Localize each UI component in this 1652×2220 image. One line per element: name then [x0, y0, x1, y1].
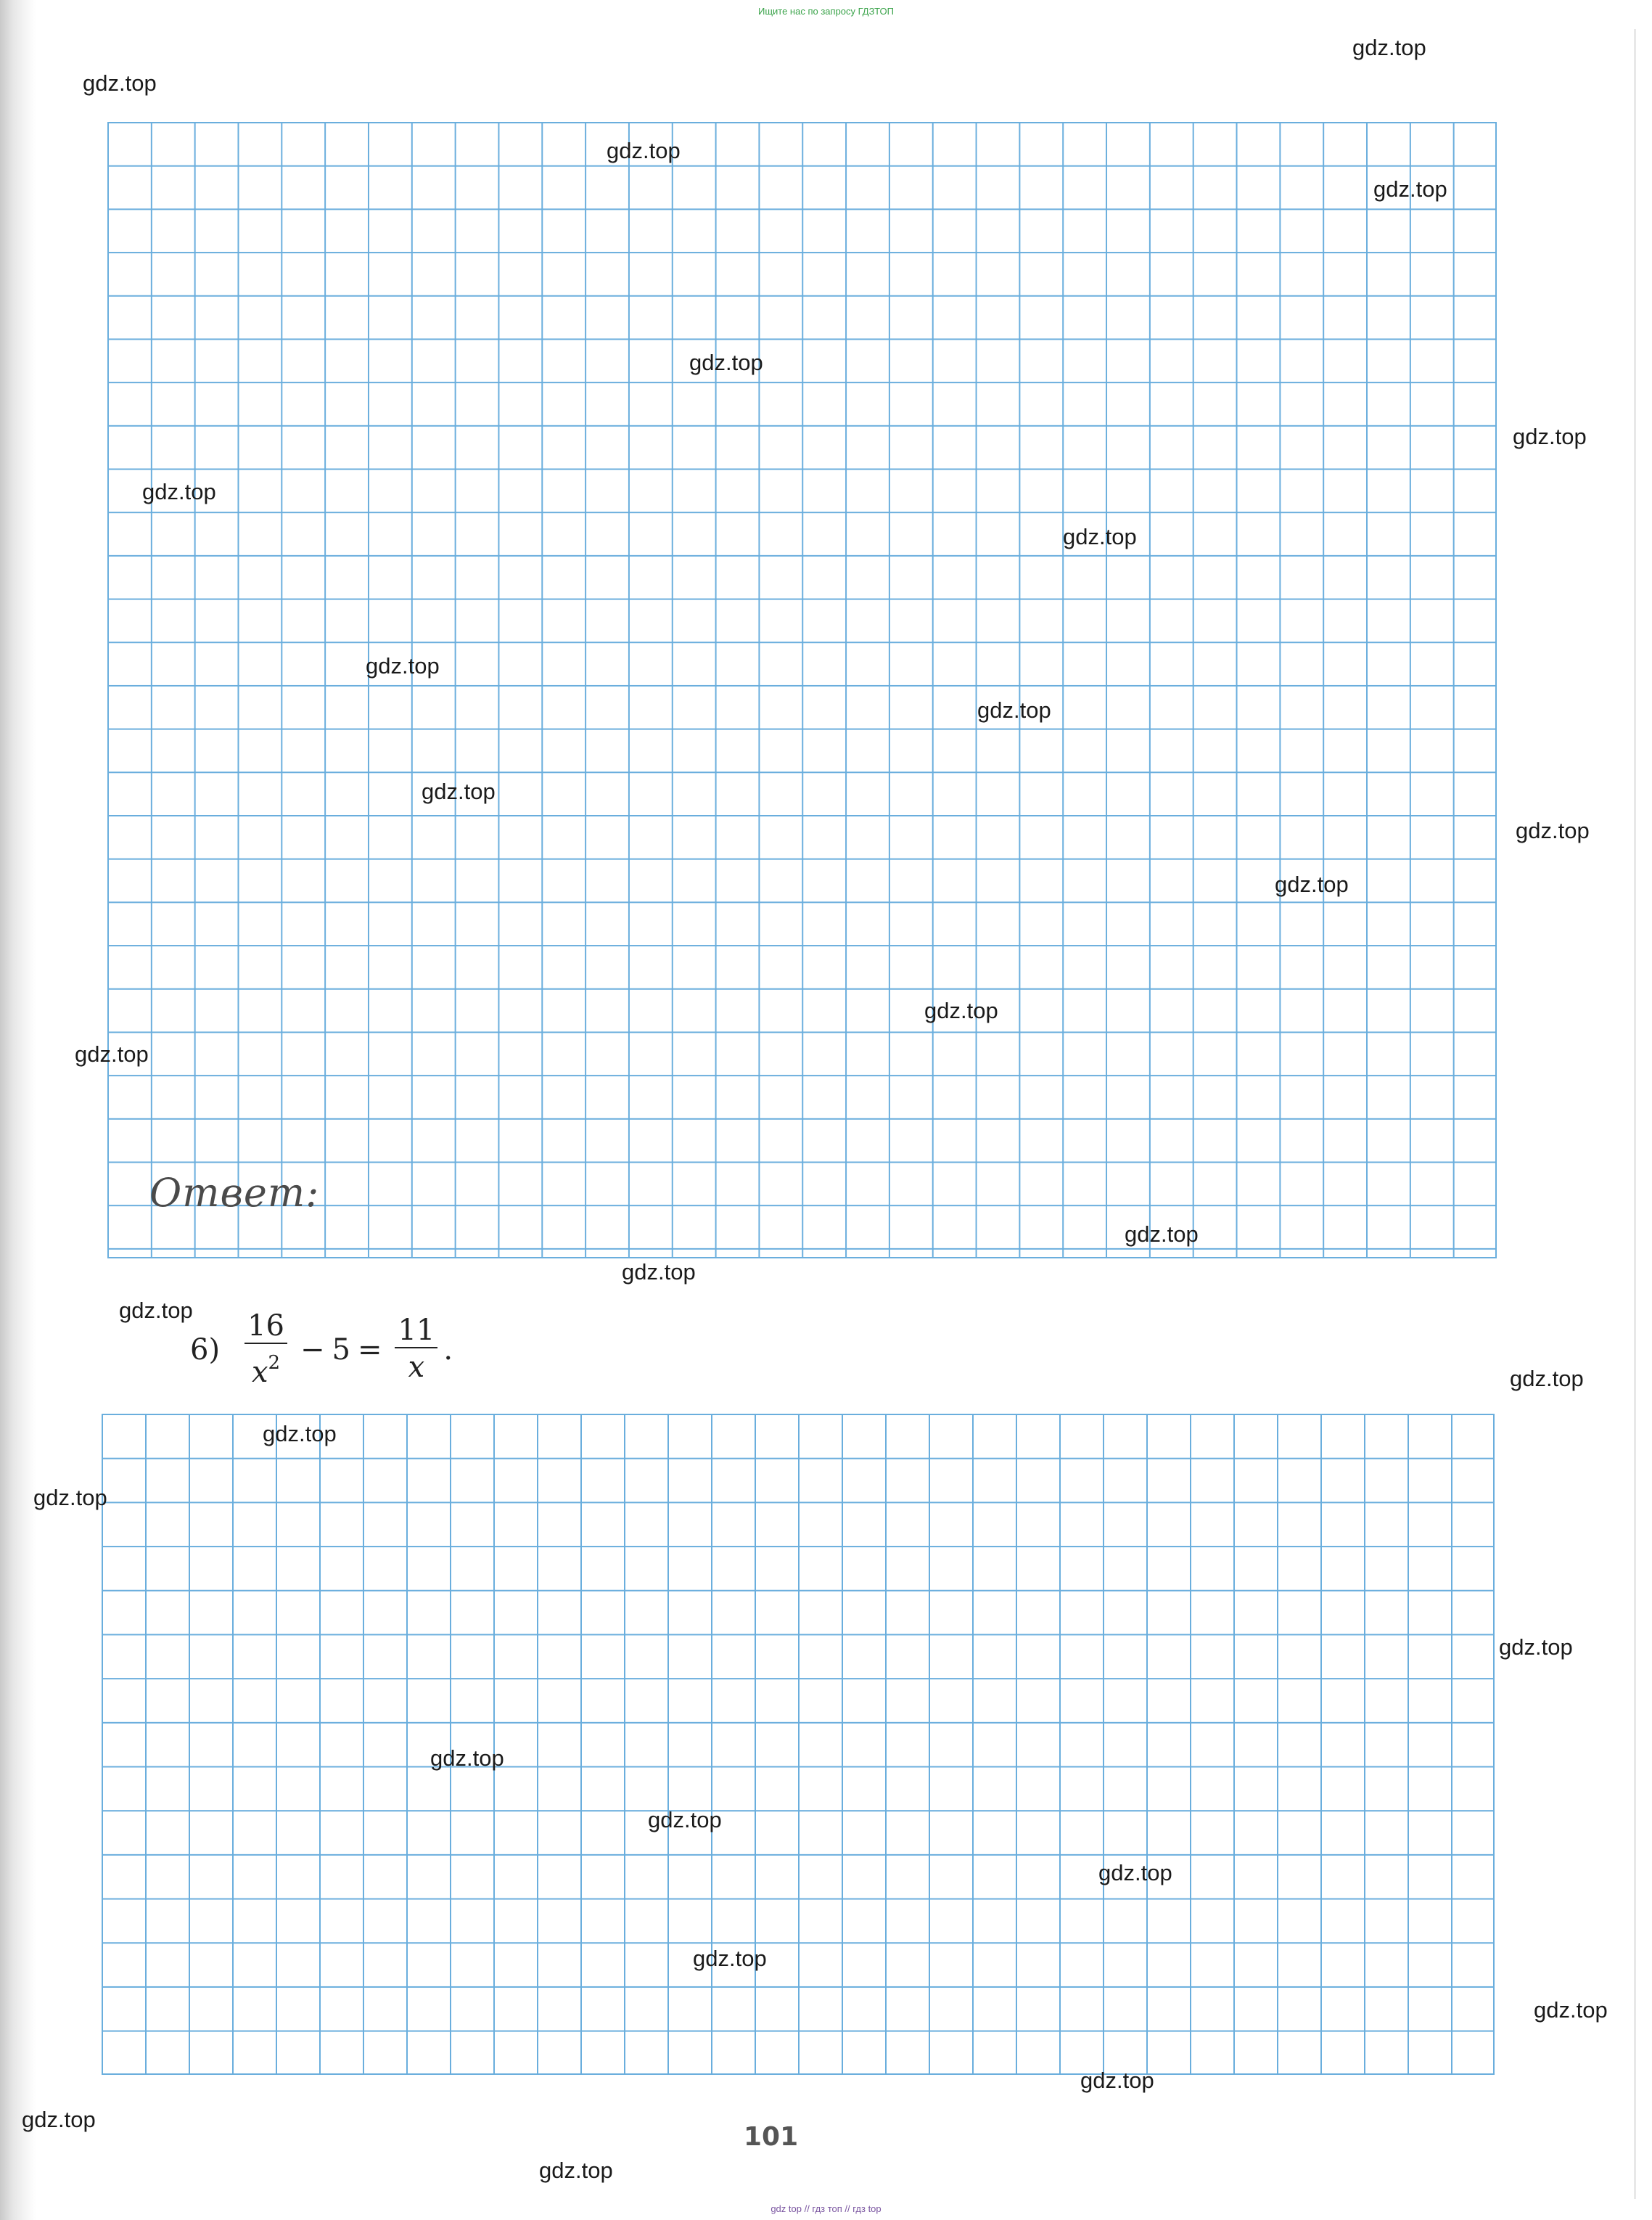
denominator-exponent: 2: [268, 1351, 281, 1374]
watermark: gdz.top: [1534, 1997, 1608, 2023]
watermark: gdz.top: [977, 697, 1051, 723]
fraction-denominator: [249, 1344, 283, 1391]
answer-grid-top: [107, 122, 1497, 1258]
fraction-11-over-x: [395, 1314, 437, 1386]
top-banner: Ищите нас по запросу ГДЗТОП: [757, 6, 894, 17]
watermark: gdz.top: [1373, 176, 1447, 202]
page-binding-shadow: [0, 0, 36, 2220]
page-right-edge: [1634, 29, 1636, 2199]
watermark: gdz.top: [75, 1041, 149, 1067]
watermark: gdz.top: [366, 653, 440, 679]
page-number: 101: [744, 2122, 799, 2152]
watermark: gdz.top: [142, 479, 216, 504]
watermark: gdz.top: [1499, 1634, 1573, 1660]
watermark: gdz.top: [1516, 818, 1590, 843]
watermark: gdz.top: [1098, 1860, 1172, 1885]
bottom-banner: gdz top // гдз топ // гдз top: [770, 2203, 882, 2214]
watermark: gdz.top: [33, 1485, 107, 1510]
watermark: gdz.top: [263, 1421, 337, 1446]
watermark: gdz.top: [693, 1946, 767, 1971]
denominator-base: x: [251, 1355, 268, 1389]
watermark: gdz.top: [622, 1259, 696, 1285]
task-number: 6): [190, 1333, 221, 1367]
watermark: gdz.top: [119, 1298, 193, 1323]
answer-grid-bottom: [102, 1414, 1495, 2075]
watermark: gdz.top: [689, 350, 763, 375]
fraction-numerator: 11: [398, 1314, 435, 1347]
watermark: gdz.top: [924, 998, 998, 1023]
watermark: gdz.top: [83, 70, 157, 96]
watermark: gdz.top: [1352, 35, 1426, 60]
minus-sign: −: [300, 1333, 325, 1367]
fraction-denominator: x: [408, 1351, 425, 1384]
watermark: gdz.top: [1275, 872, 1349, 897]
constant-five: 5: [332, 1333, 350, 1367]
task-6-equation: [190, 1306, 453, 1393]
period: .: [443, 1333, 453, 1367]
watermark: gdz.top: [1125, 1221, 1199, 1247]
watermark: gdz.top: [1063, 524, 1137, 549]
watermark: gdz.top: [1513, 424, 1587, 449]
fraction-numerator: 16: [247, 1308, 284, 1343]
watermark: gdz.top: [22, 2107, 96, 2132]
watermark: gdz.top: [648, 1807, 722, 1832]
watermark: gdz.top: [422, 779, 496, 804]
watermark: gdz.top: [430, 1745, 504, 1771]
watermark: gdz.top: [607, 138, 681, 163]
answer-label: Ответ:: [149, 1170, 320, 1216]
watermark: gdz.top: [539, 2158, 613, 2183]
equals-sign: =: [357, 1333, 382, 1367]
watermark: gdz.top: [1510, 1366, 1584, 1391]
watermark: gdz.top: [1080, 2068, 1154, 2093]
fraction-16-over-x-squared: [244, 1309, 287, 1391]
